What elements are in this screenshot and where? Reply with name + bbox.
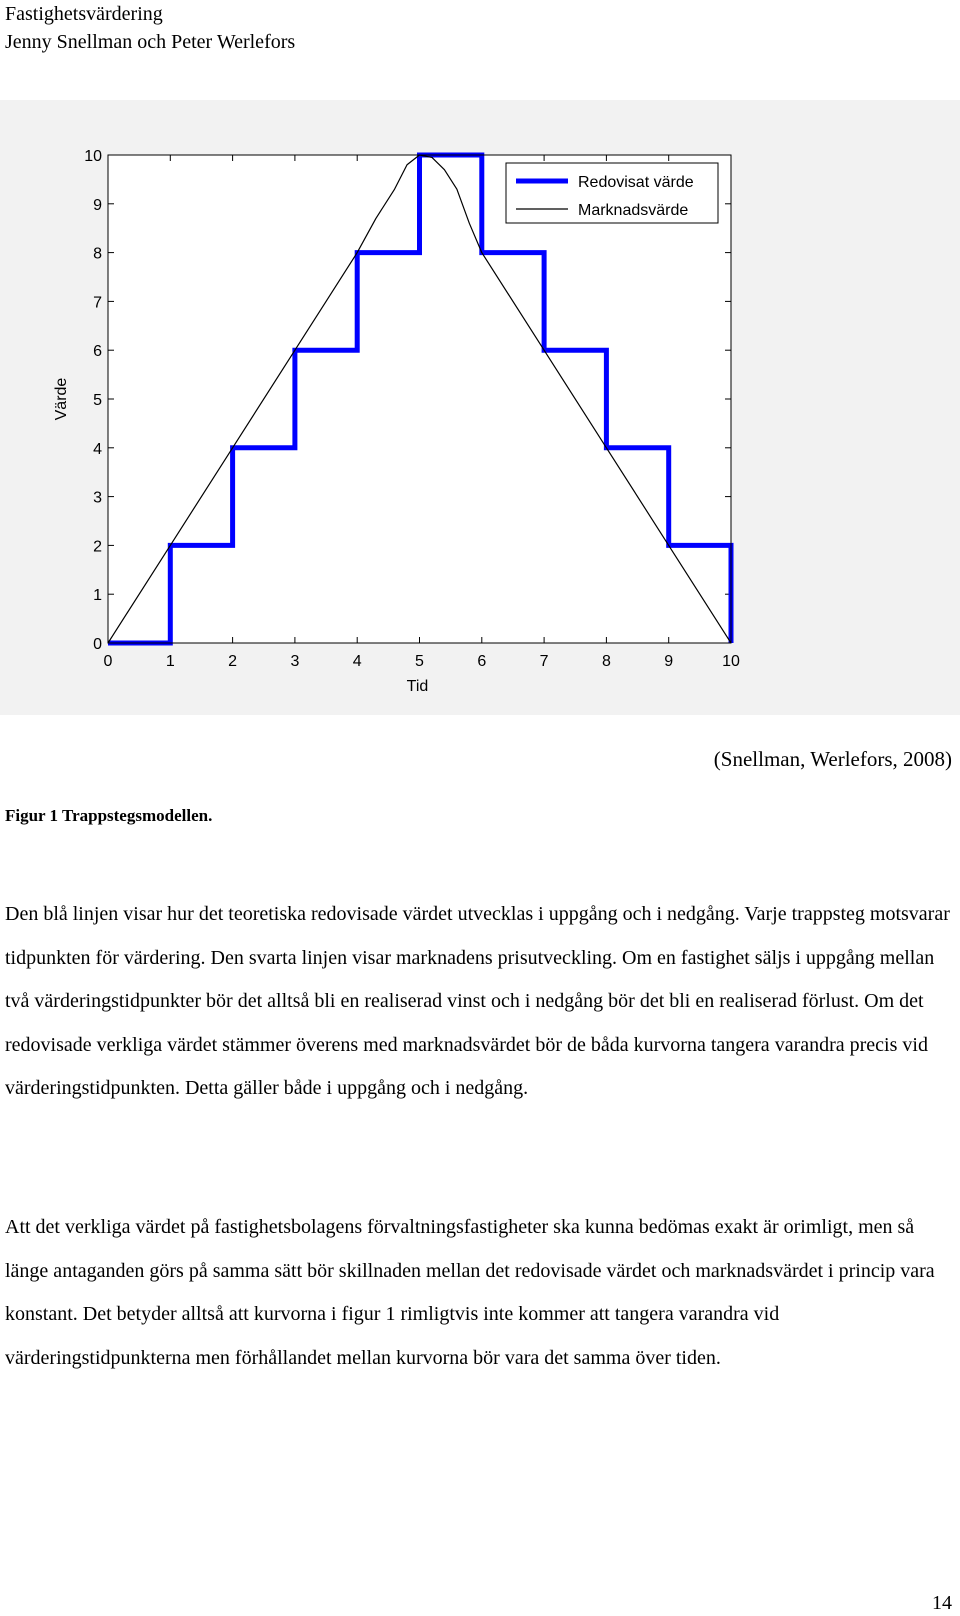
x-tick-label: 0 bbox=[103, 653, 113, 670]
x-tick-label: 2 bbox=[228, 653, 238, 670]
x-tick-label: 3 bbox=[290, 653, 300, 670]
page-number: 14 bbox=[932, 1592, 952, 1614]
x-tick-label: 8 bbox=[601, 653, 611, 670]
body-paragraph-1: Den blå linjen visar hur det teoretiska redovisade värdet utvecklas i uppgång och i nedgång. Varje trappsteg motsvarar tidpunkten för värdering. Den svarta linjen visar marknadens prisutveckling. Om en fastighet säljs i uppgång mellan två värderingstidpunkter bör det alltså bli en realiserad vinst och i nedgång bör det bli en realiserad förlust. Om det redovisade verkliga värdet stämmer överens med marknadsvärdet bör de båda kurvorna tangera varandra precis vid värderingstidpunkten. Detta gäller både i uppgång och i nedgång. bbox=[5, 903, 950, 1099]
document-authors: Jenny Snellman och Peter Werlefors bbox=[5, 31, 296, 53]
chart-legend bbox=[506, 163, 718, 223]
x-tick-label: 10 bbox=[722, 653, 740, 670]
step-chart bbox=[0, 100, 960, 740]
document-title: Fastighetsvärdering bbox=[5, 3, 163, 25]
y-tick-label: 2 bbox=[93, 538, 102, 556]
figure-1 bbox=[0, 100, 960, 740]
x-tick-label: 1 bbox=[165, 653, 175, 670]
y-tick-label: 9 bbox=[93, 196, 102, 214]
y-tick-label: 7 bbox=[93, 294, 102, 312]
page-header bbox=[5, 0, 295, 56]
y-tick-label: 6 bbox=[93, 343, 102, 361]
y-tick-label: 3 bbox=[93, 489, 102, 507]
body-paragraph-2: Att det verkliga värdet på fastighetsbolagens förvaltningsfastigheter ska kunna bedömas exakt är orimligt, men så länge antaganden görs på samma sätt bör skillnaden mellan det redovisade värdet och marknadsvärdet i princip vara konstant. Det betyder alltså att kurvorna i figur 1 rimligtvis inte kommer att tangera varandra vid värderingstidpunkterna men förhållandet mellan kurvorna bör vara det samma över tiden. bbox=[5, 1216, 935, 1369]
figure-source: (Snellman, Werlefors, 2008) bbox=[713, 747, 952, 771]
x-tick-label: 7 bbox=[539, 653, 549, 670]
y-tick-label: 0 bbox=[93, 636, 102, 653]
x-tick-label: 9 bbox=[664, 653, 674, 670]
figure-caption: Figur 1 Trappstegsmodellen. bbox=[5, 806, 213, 825]
y-tick-label: 4 bbox=[93, 440, 102, 458]
y-tick-label: 1 bbox=[93, 587, 102, 605]
x-tick-label: 5 bbox=[415, 653, 424, 670]
legend-label: Redovisat värde bbox=[578, 174, 694, 191]
y-tick-label: 5 bbox=[93, 392, 102, 409]
y-tick-label: 10 bbox=[84, 148, 102, 165]
y-axis-label: Värde bbox=[53, 377, 70, 421]
x-tick-label: 4 bbox=[352, 653, 362, 670]
legend-label: Marknadsvärde bbox=[578, 202, 689, 219]
x-axis-label: Tid bbox=[406, 678, 429, 695]
x-tick-label: 6 bbox=[477, 653, 487, 670]
y-tick-label: 8 bbox=[93, 245, 102, 263]
